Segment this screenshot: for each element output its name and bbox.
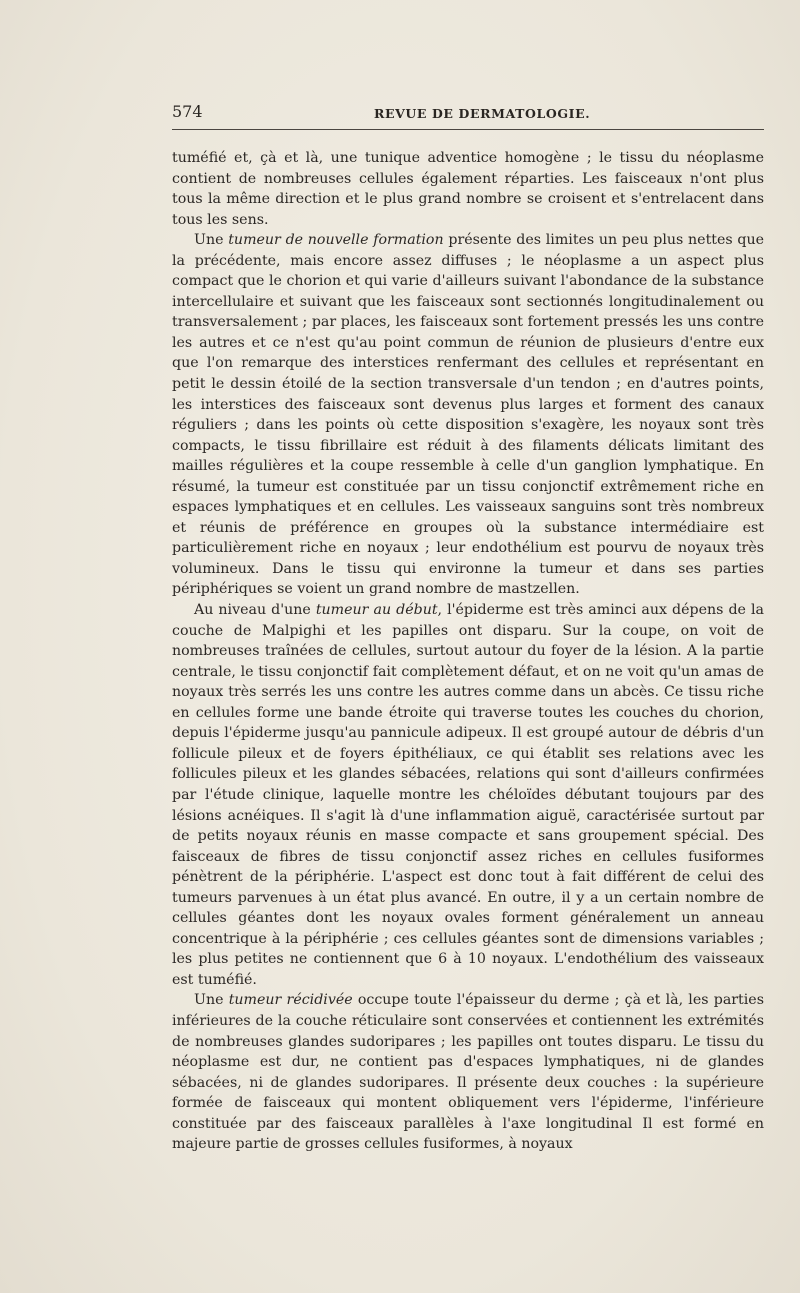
paragraph-2-text-start: Une bbox=[194, 232, 229, 249]
paragraph-4-italic-term: tumeur récidivée bbox=[228, 992, 353, 1009]
article-body bbox=[172, 148, 764, 1155]
paragraph-1-text: tuméfié et, çà et là, une tunique adventice homogène ; le tissu du néoplasme contient de nombreuses cellules également réparties. Les faisceaux n'ont plus tous la même direction et le plus grand nombre se croisent et s'entrelacent dans tous les sens. bbox=[172, 150, 764, 228]
paragraph-1 bbox=[172, 148, 764, 230]
paragraph-4 bbox=[172, 990, 764, 1154]
paragraph-3-italic-term: tumeur au début bbox=[315, 602, 438, 619]
paragraph-3-text-rest: , l'épiderme est très aminci aux dépens de la couche de Malpighi et les papilles ont disparu. Sur la coupe, on voit de nombreuses traînées de cellules, surtout autour du foyer de la lésion. A la partie centrale, le tissu conjonctif fait complètement défaut, et on ne voit qu'un amas de noyaux très serrés les uns contre les autres comme dans un abcès. Ce tissu riche en cellules forme une bande étroite qui traverse toutes les couches du chorion, depuis l'épiderme jusqu'au pannicule adipeux. Il est groupé autour de débris d'un follicule pileux et de foyers épithéliaux, ce qui établit ses relations avec les follicules pileux et les glandes sébacées, relations qui sont d'ailleurs confirmées par l'étude clinique, laquelle montre les chéloïdes débutant toujours par des lésions acnéiques. Il s'agit là d'une inflammation aiguë, caractérisée surtout par de petits noyaux réunis en masse compacte et sans groupement spécial. Des faisceaux de fibres de tissu conjonctif assez riches en cellules fusiformes pénètrent de la périphérie. L'aspect est donc tout à fait différent de celui des tumeurs parvenues à un état plus avancé. En outre, il y a un certain nombre de cellules géantes dont les noyaux ovales forment généralement un anneau concentrique à la périphérie ; ces cellules géantes sont de dimensions variables ; les plus petites ne contiennent que 6 à 10 noyaux. L'endothélium des vaisseaux est tuméfié. bbox=[172, 602, 764, 988]
paragraph-2 bbox=[172, 230, 764, 600]
page-header bbox=[172, 102, 764, 126]
page-number: 574 bbox=[172, 102, 203, 121]
paragraph-2-italic-term: tumeur de nouvelle formation bbox=[228, 232, 444, 249]
paragraph-3 bbox=[172, 600, 764, 990]
paragraph-2-text-rest: présente des limites un peu plus nettes que la précédente, mais encore assez diffuses ; le néoplasme a un aspect plus compact que le chorion et qui varie d'ailleurs suivant l'abondance de la substance intercellulaire et suivant que les faisceaux sont sectionnés longitudinalement ou transversalement ; par places, les faisceaux sont fortement pressés les uns contre les autres et ce n'est qu'au point commun de réunion de plusieurs d'entre eux que l'on remarque des interstices renfermant des cellules et représentant en petit le dessin étoilé de la section transversale d'un tendon ; en d'autres points, les interstices des faisceaux sont devenus plus larges et forment des canaux réguliers ; dans les points où cette disposition s'exagère, les noyaux sont très compacts, le tissu fibrillaire est réduit à des filaments délicats limitant des mailles régulières et la coupe ressemble à celle d'un ganglion lymphatique. En résumé, la tumeur est constituée par un tissu conjonctif extrêmement riche en espaces lymphatiques et en cellules. Les vaisseaux sanguins sont très nombreux et réunis de préférence en groupes où la substance intermédiaire est particulièrement riche en noyaux ; leur endothélium est pourvu de noyaux très volumineux. Dans le tissu qui environne la tumeur et dans ses parties périphériques se voient un grand nombre de mastzellen. bbox=[172, 232, 765, 598]
running-head: REVUE DE DERMATOLOGIE. bbox=[374, 106, 591, 121]
paragraph-4-text-start: Une bbox=[194, 992, 229, 1009]
header-rule bbox=[172, 129, 764, 130]
paragraph-3-text-start: Au niveau d'une bbox=[194, 602, 316, 619]
paragraph-4-text-rest: occupe toute l'épaisseur du derme ; çà et là, les parties inférieures de la couche réticulaire sont conservées et contiennent les extrémités de nombreuses glandes sudoripares ; les papilles ont toutes disparu. Le tissu du néoplasme est dur, ne contient pas d'espaces lymphatiques, ni de glandes sébacées, ni de glandes sudoripares. Il présente deux couches : la supérieure formée de faisceaux qui montent obliquement vers l'épiderme, l'inférieure constituée par des faisceaux parallèles à l'axe longitudinal Il est formé en majeure partie de grosses cellules fusiformes, à noyaux bbox=[172, 992, 764, 1153]
